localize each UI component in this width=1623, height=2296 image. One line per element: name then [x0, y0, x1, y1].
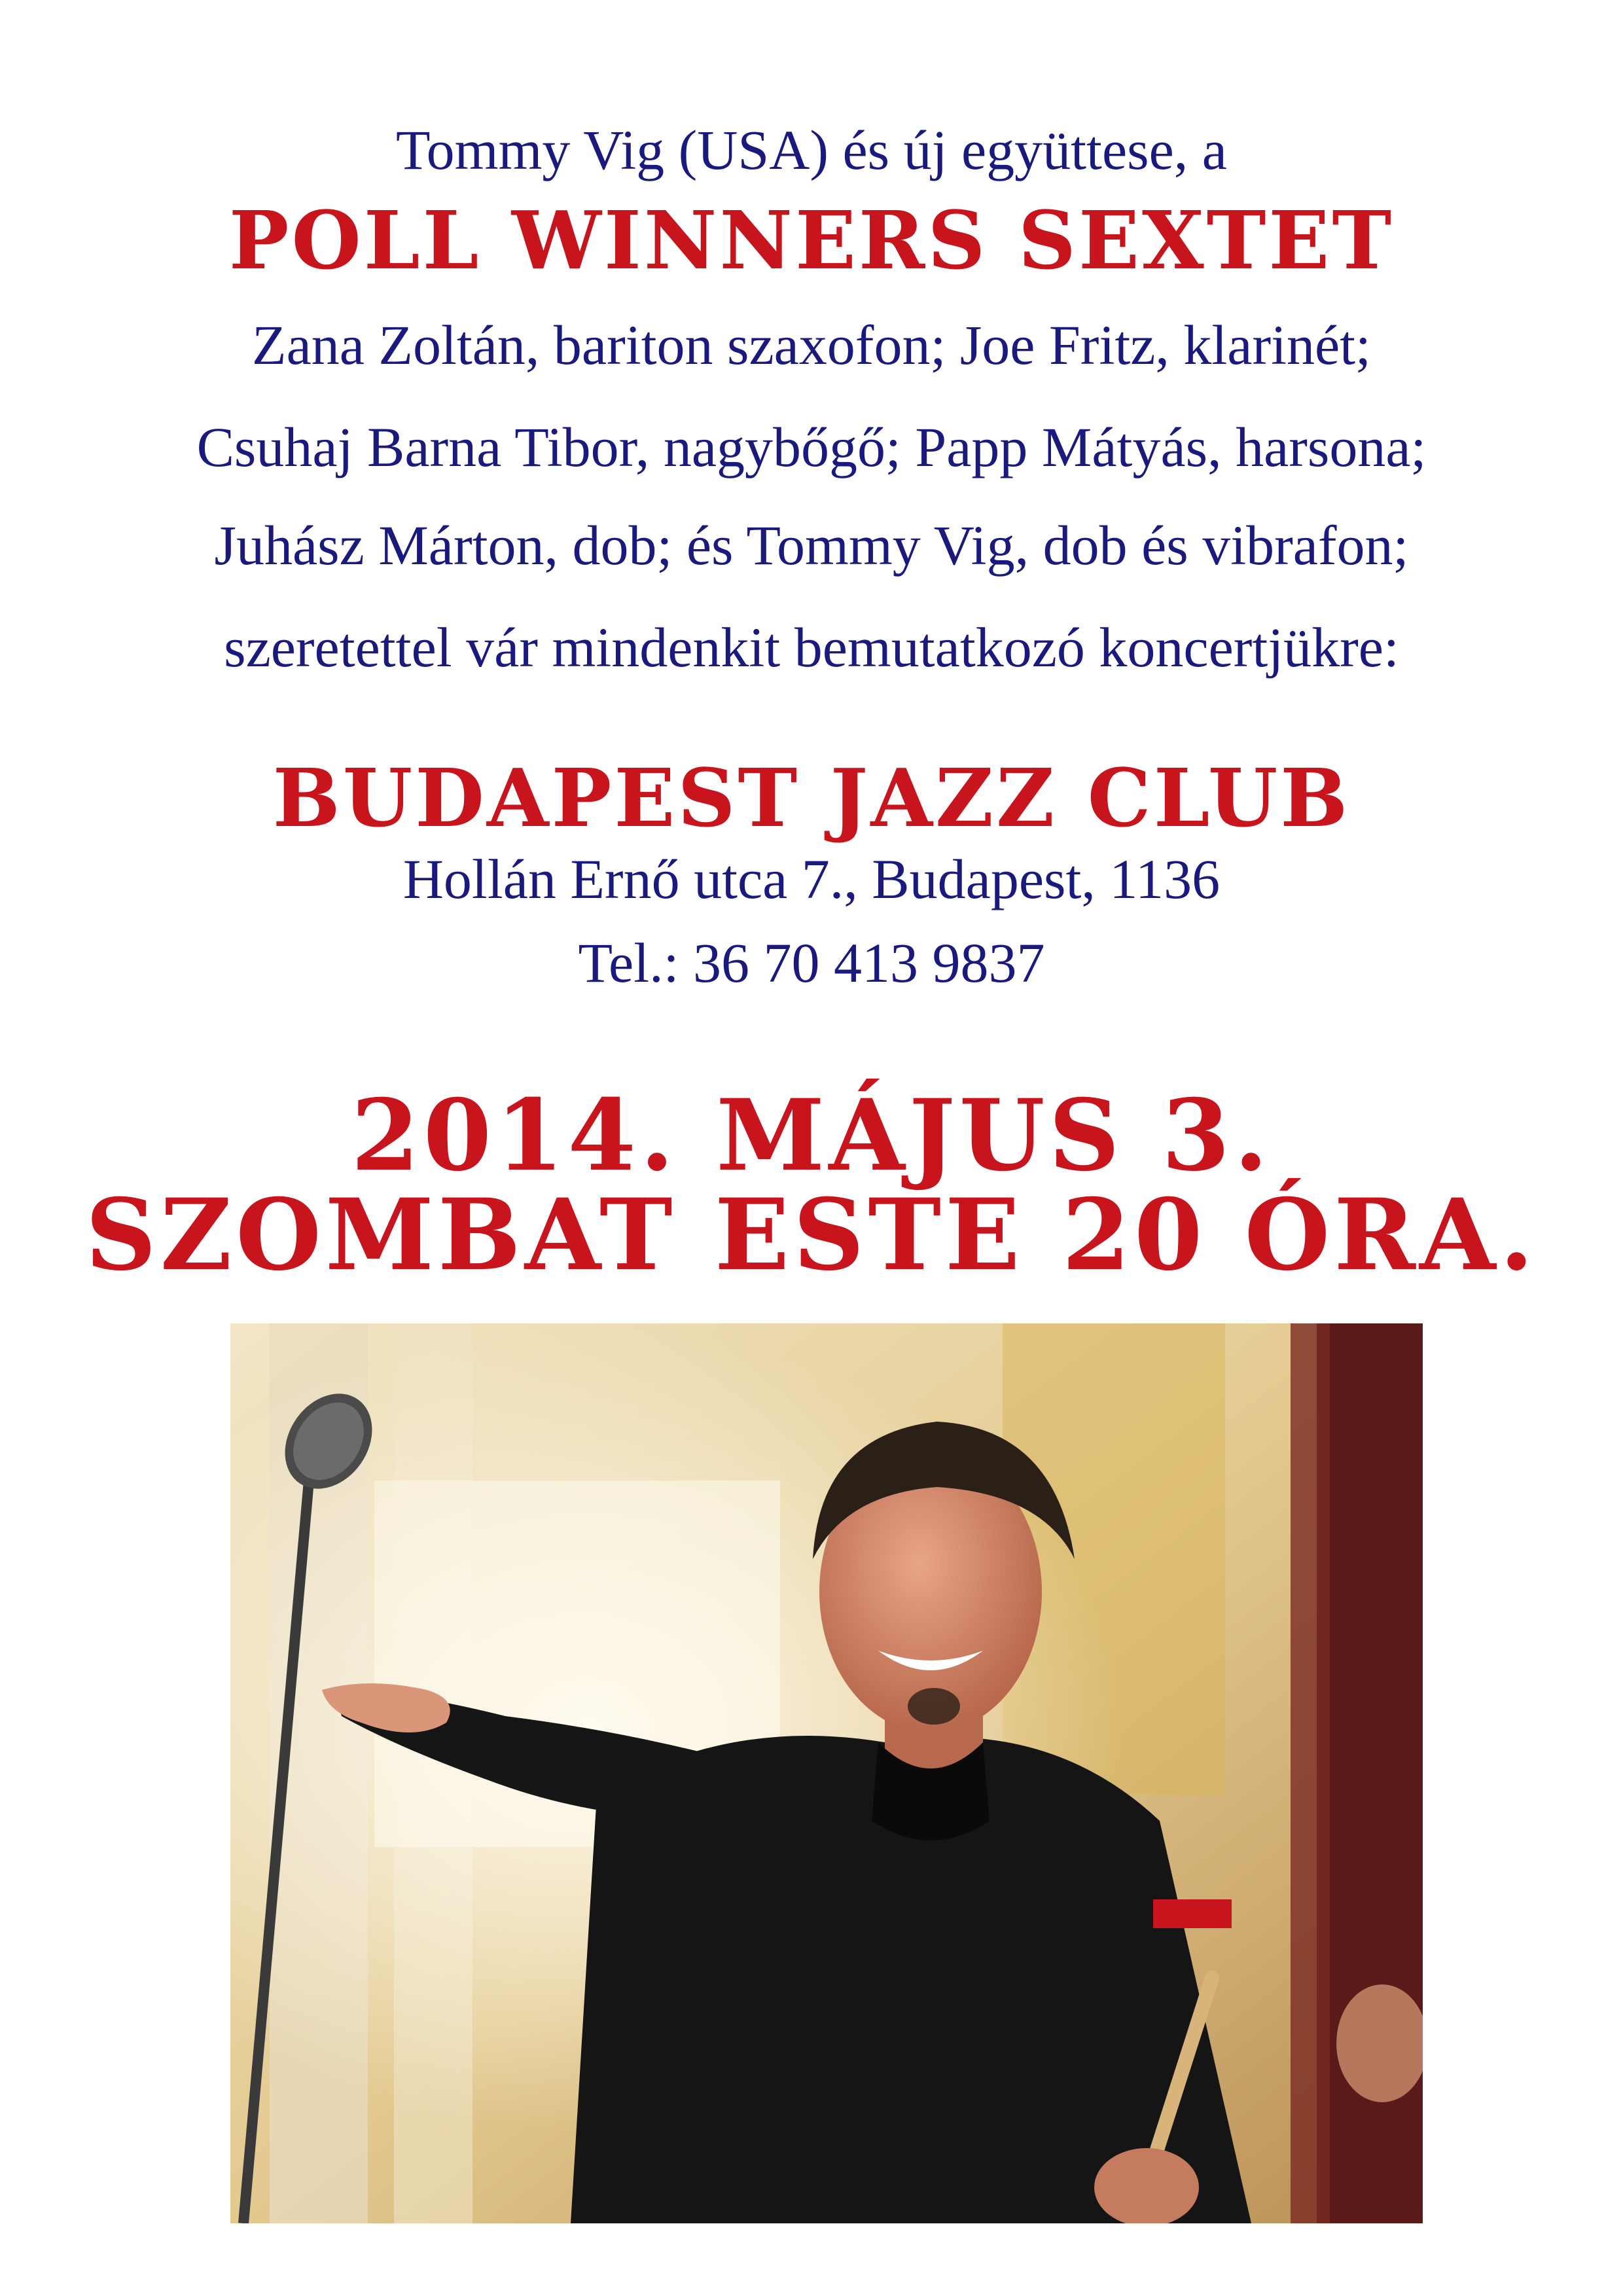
members-line-1: Zana Zoltán, bariton szaxofon; Joe Fritz, klarinét; [252, 314, 1371, 376]
venue-name: BUDAPEST JAZZ CLUB [272, 751, 1351, 845]
invitation-line: szeretettel vár mindenkit bemutatkozó koncertjükre: [224, 616, 1399, 679]
intro-line: Tommy Vig (USA) és új együttese, a [396, 118, 1227, 181]
event-date: 2014. MÁJUS 3. [351, 1078, 1272, 1193]
performer-photo [230, 1323, 1423, 2223]
venue-phone: Tel.: 36 70 413 9837 [578, 931, 1045, 994]
band-name: POLL WINNERS SEXTET [228, 193, 1395, 287]
members-line-3: Juhász Márton, dob; és Tommy Vig, dob és vibrafon; [214, 514, 1409, 577]
event-time: SZOMBAT ESTE 20 ÓRA. [85, 1177, 1538, 1293]
venue-address: Hollán Ernő utca 7., Budapest, 1136 [402, 848, 1221, 910]
members-line-2: Csuhaj Barna Tibor, nagybőgő; Papp Mátyás, harsona; [196, 416, 1427, 478]
